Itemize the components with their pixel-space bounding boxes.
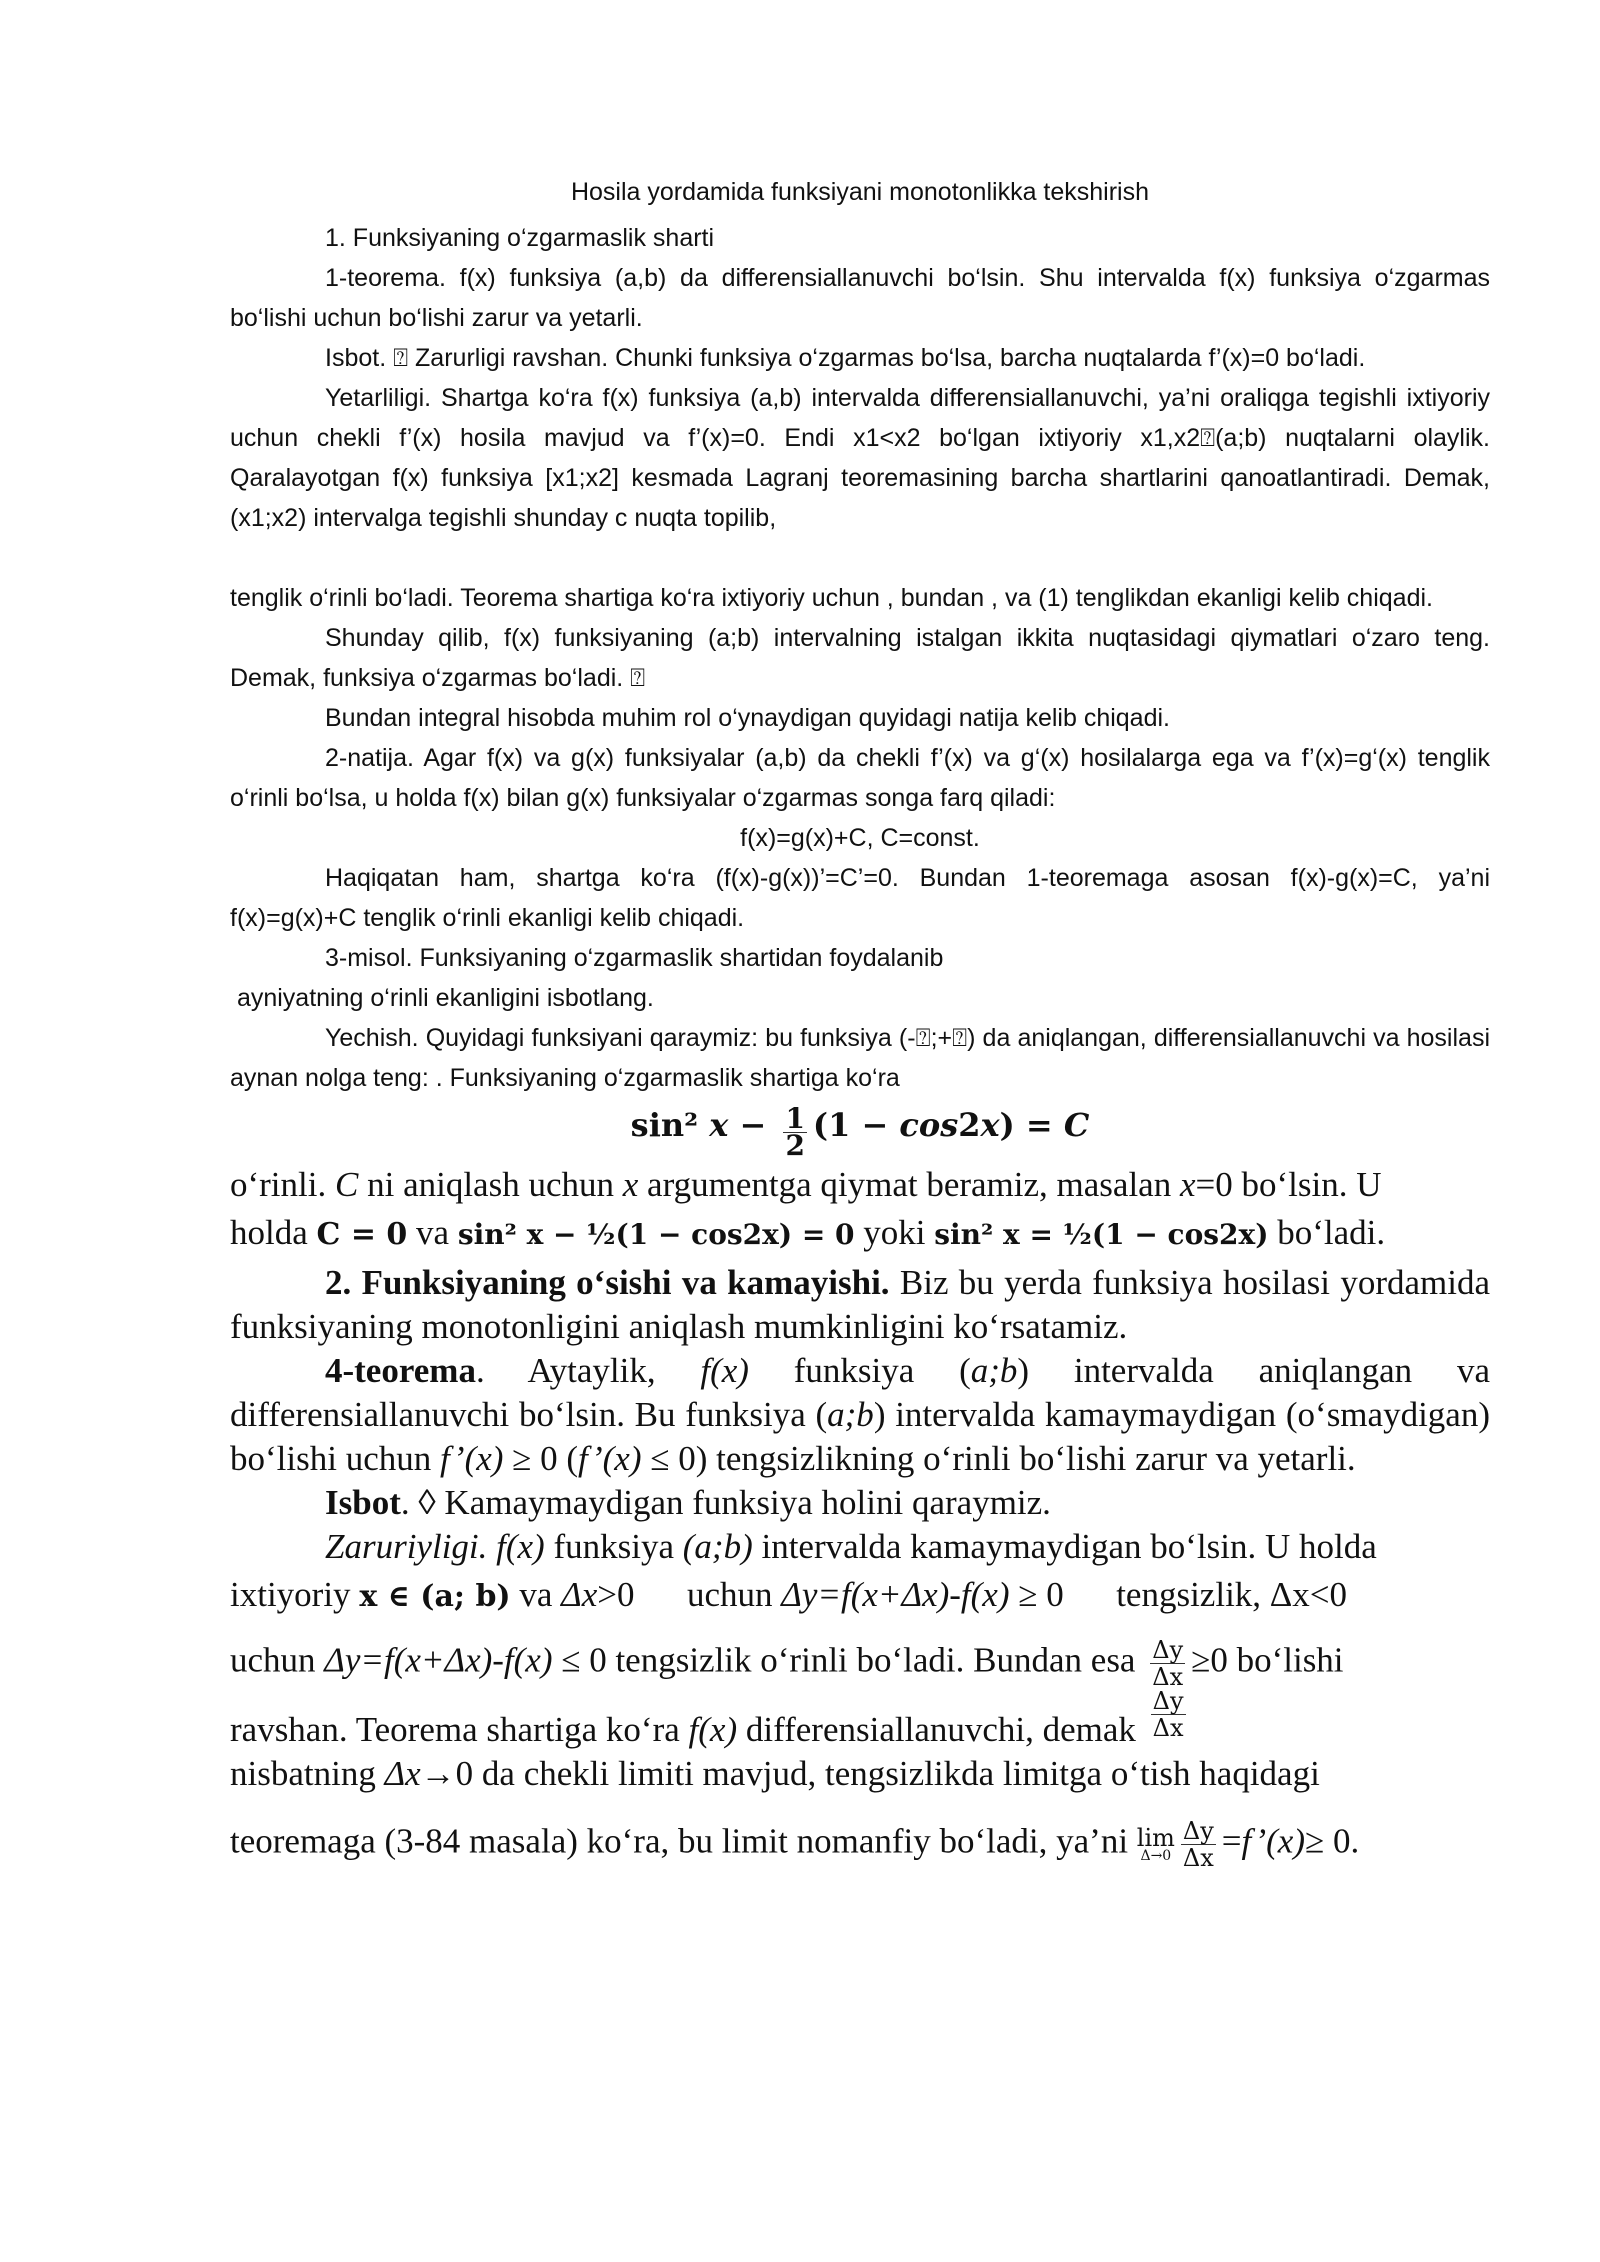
proof-sufficiency: Yetarliligi. Shartga ko‘ra f(x) funksiya (a,b) intervalda differensiallanuvchi, ya’ni oraliqga tegishli ixtiyoriy uchun chekli f’(x) hosila mavjud va f’(x)=0. Endi x1<x2 bo‘lgan ixtiyoriy x1,x2⍰(a;b) nuqtalarni olaylik. Qaralayotgan f(x) funksiya [x1;x2] kesmada Lagranj teoremasining barcha shartlarini qanoatlantiradi. Demak, (x1;x2) intervalga tegishli shunday c nuqta topilib, [230,384,1490,532]
equality-paragraph: tenglik o‘rinli bo‘ladi. Teorema shartiga ko‘ra ixtiyoriy uchun , bundan , va (1) tenglikdan ekanligi kelib chiqadi. [230,584,1433,612]
theorem-1: 1-teorema. f(x) funksiya (a,b) da differensiallanuvchi bo‘lsin. Shu intervalda f(x) funksiya o‘zgarmas bo‘lishi uchun bo‘lishi zarur va yetarli. [230,264,1490,332]
integral-remark: Bundan integral hisobda muhim rol o‘ynaydigan quyidagi natija kelib chiqadi. [325,704,1170,732]
document-title: Hosila yordamida funksiyani monotonlikka tekshirish [570,178,1150,206]
example-3-line-2: ayniyatning o‘rinli ekanligini isbotlang. [230,984,654,1012]
necessity-paragraph: Zaruriyligi. f(x) funksiya (a;b) intervalda kamaymaydigan bo‘lsin. U holda [325,1527,1377,1566]
conclusion-paragraph: Shunday qilib, f(x) funksiyaning (a;b) intervalning istalgan ikkita nuqtasidagi qiymatlari o‘zaro teng. Demak, funksiya o‘zgarmas bo‘ladi. ⍰ [230,624,1490,692]
formula-equals-zero: sin² x − ½(1 − cos2x) = 0 [457,1218,855,1251]
formula-x-in-interval: x ∈ (a; b) [359,1579,511,1614]
negative-increment-line: uchun Δy=f(x+Δx)-f(x) ≤ 0 tengsizlik o‘rinli bo‘ladi. Bundan esa $\frac{\Delta y}{\Delta x}$ ≥0 bo‘lishi [230,1636,1344,1691]
section-2-paragraph: 2. Funksiyaning o‘sishi va kamayishi. Biz bu yerda funksiya hosilasi yordamida funksiyaning monotonligini aniqlash mumkinligini ko‘rsatamiz. [230,1263,1490,1346]
blank-formula-gap [230,538,1490,578]
formula-c-zero: C = 0 [316,1217,408,1252]
example-3-line-1: 3-misol. Funksiyaning o‘zgarmaslik shartidan foydalanib [325,944,944,972]
corollary-2: 2-natija. Agar f(x) va g(x) funksiyalar (a,b) da chekli f’(x) va g‘(x) hosilalarga ega va f’(x)=g‘(x) tenglik o‘rinli bo‘lsa, u holda f(x) bilan g(x) funksiyalar o‘zgarmas songa farq qiladi: [230,744,1490,812]
difference-quotient: $\frac{\Delta y}{\Delta x}$ [1152,1636,1184,1691]
serif-line-1: o‘rinli. C ni aniqlash uchun x argumentga qiymat beramiz, masalan x=0 bo‘lsin. U [230,1165,1382,1204]
formula-sin-squared: sin² x = ½(1 − cos2x) [934,1218,1269,1251]
section-1-heading: 1. Funksiyaning o‘zgarmaslik sharti [325,224,715,252]
limit-quotient: $\frac{\Delta y}{\Delta x}$ [1182,1817,1214,1872]
corollary-proof: Haqiqatan ham, shartga ko‘ra (f(x)-g(x))’=C’=0. Bundan 1-teoremaga asosan f(x)-g(x)=C, ya’ni f(x)=g(x)+C tenglik o‘rinli ekanligi kelib chiqadi. [230,864,1490,932]
theorem-4: 4-teorema. Aytaylik, f(x) funksiya (a;b) intervalda aniqlangan va differensiallanuvchi bo‘lsin. Bu funksiya (a;b) intervalda kamaymaydigan (o‘smaydigan) bo‘lishi uchun f’(x) ≥ 0 (f’(x) ≤ 0) tengsizlikning o‘rinli bo‘lishi zarur va yetarli. [230,1351,1490,1478]
serif-line-2: holda C = 0 va sin² x − ½(1 − cos2x) = 0 yoki sin² x = ½(1 − cos2x) bo‘ladi. [230,1213,1386,1252]
proof-4-start: Isbot. ◊ Kamaymaydigan funksiya holini qaraymiz. [325,1483,1051,1522]
final-line: teoremaga (3-84 masala) ko‘ra, bu limit nomanfiy bo‘ladi, ya’ni lim Δ→0 $\frac{\Delta y}{\Delta x}$ =f’(x)≥ 0. [230,1817,1360,1872]
difference-quotient-2: $\frac{\Delta y}{\Delta x}$ [1152,1687,1184,1743]
document-page [230,160,1490,1871]
limit-line: nisbatning Δx→0 da chekli limiti mavjud, tengsizlikda limitga o‘tish haqidagi [230,1754,1320,1793]
main-identity-formula: sin² x − $\frac{1}{2}$ (1 − cos2x) = C [630,1102,1090,1162]
increment-line: ixtiyoriy x ∈ (a; b) va Δx>0 uchun Δy=f(x+Δx)-f(x) ≥ 0 tengsizlik, Δx<0 [230,1575,1348,1614]
limit-symbol: lim Δ→0 [1136,1823,1175,1864]
corollary-formula: f(x)=g(x)+C, C=const. [740,824,980,852]
ravshan-line: ravshan. Teorema shartiga ko‘ra f(x) differensiallanuvchi, demak $\frac{\Delta y}{\Delta x}$ [230,1687,1184,1749]
solution-paragraph: Yechish. Quyidagi funksiyani qaraymiz: bu funksiya (-⍰;+⍰) da aniqlangan, differensiallanuvchi va hosilasi aynan nolga teng: . Funksiyaning o‘zgarmaslik shartiga ko‘ra [230,1024,1490,1092]
proof-necessity: Isbot. ⍰ Zarurligi ravshan. Chunki funksiya o‘zgarmas bo‘lsa, barcha nuqtalarda f’(x)=0 bo‘ladi. [325,344,1366,372]
